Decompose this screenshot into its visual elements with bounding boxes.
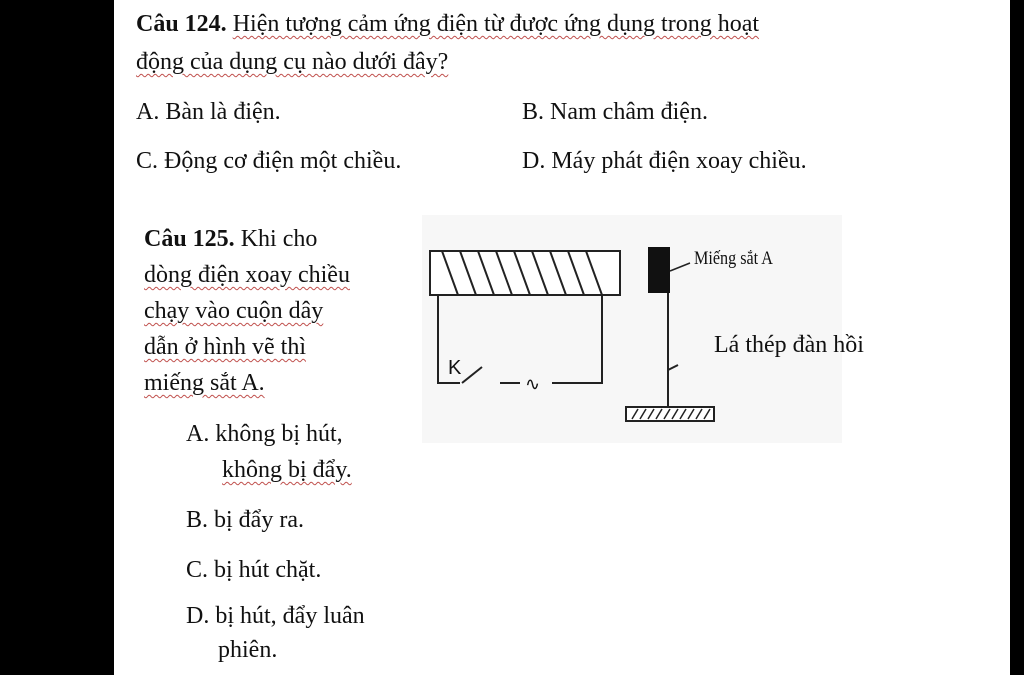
switch-label: K [448,357,462,379]
q125-option-c: C. bị hút chặt. [186,557,322,583]
spring-label: Lá thép đàn hồi [714,332,864,358]
q125-stem-line2: dòng điện xoay chiều [144,262,350,288]
ac-source-symbol: ∿ [525,374,541,394]
q125-option-a-text1: A. không bị hút, [186,421,343,447]
q124-option-a: A. Bàn là điện. [136,99,281,125]
q125-option-d-line1: D. bị hút, đẩy luân [186,603,365,629]
q124-text-line2: động của dụng cụ nào dưới đây? [136,49,449,75]
coil-core [430,251,620,295]
q125-stem-text1: Khi cho [240,226,318,252]
q124-number: Câu 124. [136,11,227,37]
circuit-figure [422,215,842,443]
q125-number: Câu 125. [144,226,235,252]
q125-option-d-line2: phiên. [218,637,278,663]
worksheet-page [114,0,1010,675]
q125-option-b: B. bị đẩy ra. [186,507,304,533]
q124-option-c: C. Động cơ điện một chiều. [136,148,402,174]
q125-stem-line4: dẫn ở hình vẽ thì [144,334,306,360]
q125-option-a-line2: không bị đẩy. [222,457,352,483]
q125-stem-line3: chạy vào cuộn dây [144,298,324,324]
steel-spring-strip [668,293,678,407]
iron-piece-label: Miếng sắt A [694,248,773,269]
iron-piece-a [648,247,670,293]
q125-stem-line1 [144,225,317,253]
q124-option-d: D. Máy phát điện xoay chiều. [522,148,807,174]
q124-line1 [136,10,759,38]
q124-text-line1: Hiện tượng cảm ứng điện từ được ứng dụng trong hoạt [232,11,760,37]
q125-option-a-line1 [186,420,343,448]
circuit-wires [438,295,602,383]
q125-stem-line5: miếng sắt A. [144,370,265,396]
q124-option-b: B. Nam châm điện. [522,99,708,125]
circuit-diagram [422,215,842,443]
